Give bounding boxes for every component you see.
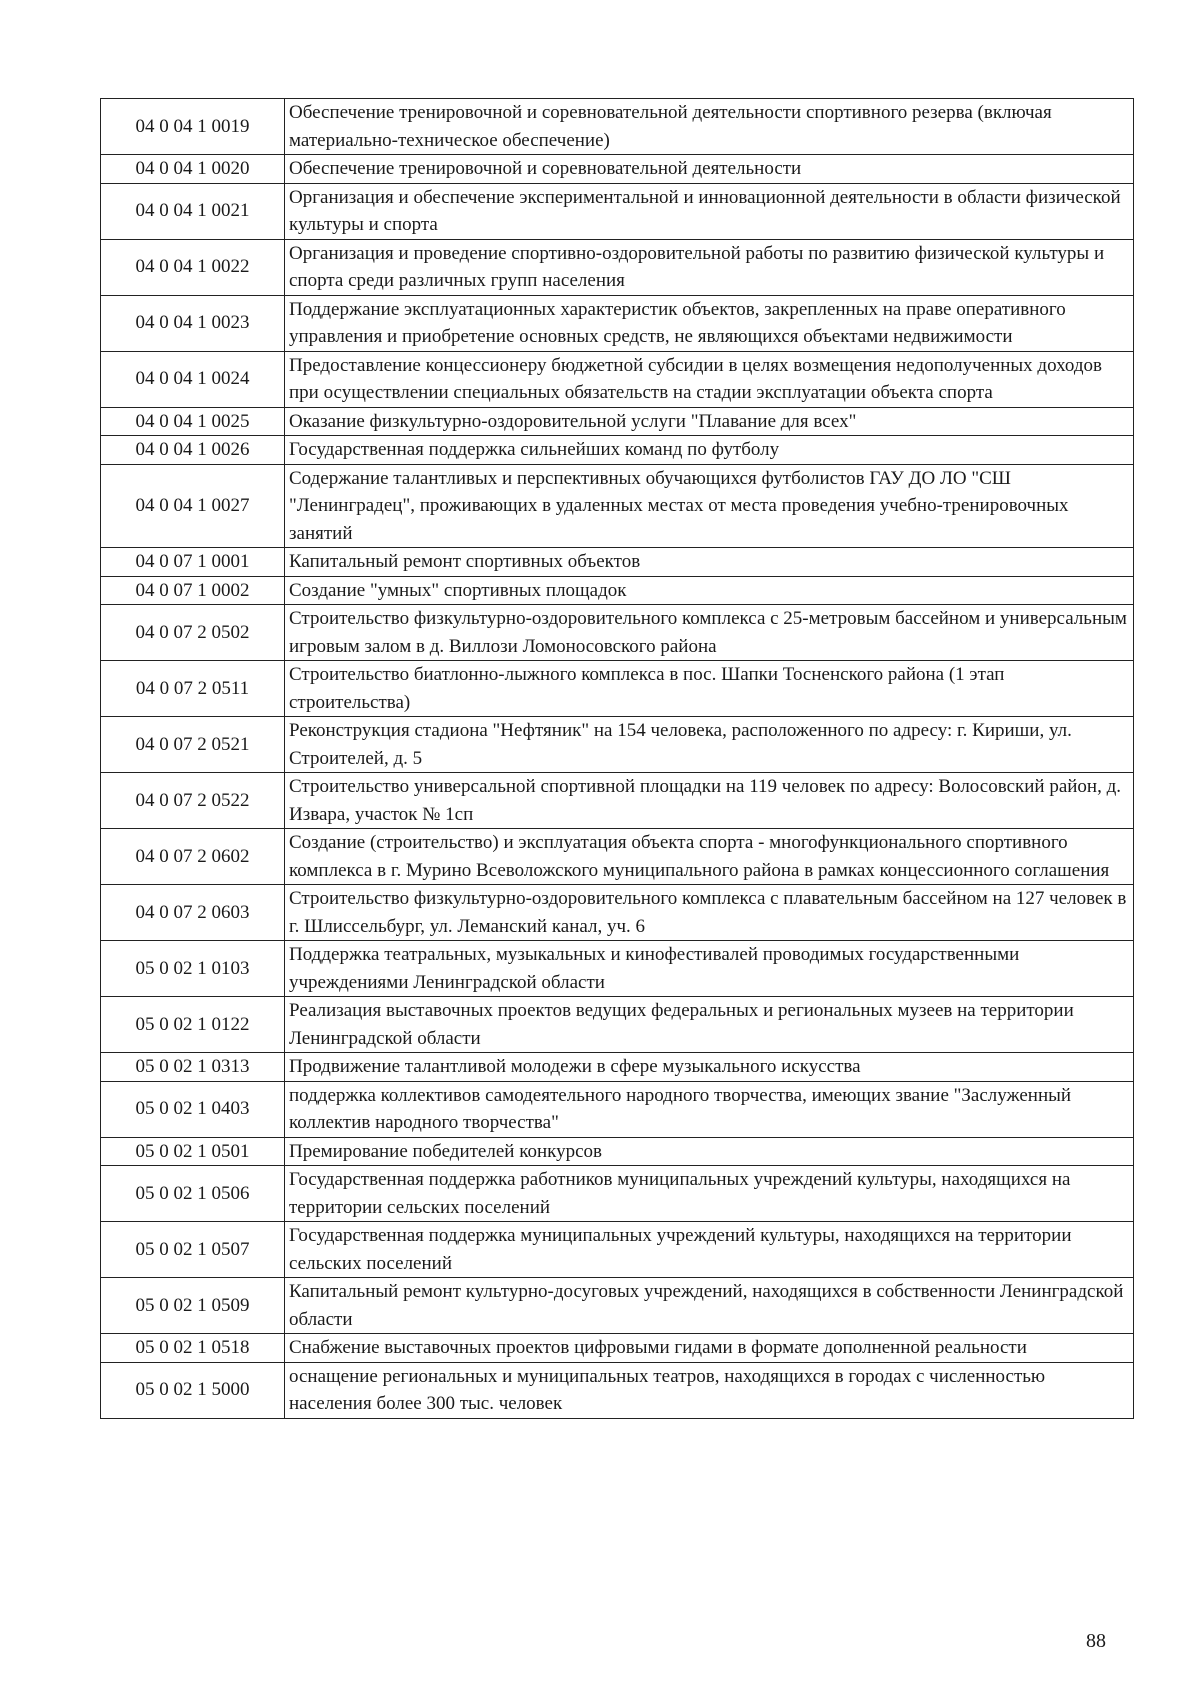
table-row: [101, 464, 1134, 548]
description-cell: Содержание талантливых и перспективных обучающихся футболистов ГАУ ДО ЛО "СШ "Ленинградец", проживающих в удаленных местах от места проведения учебно-тренировочных занятий: [285, 464, 1134, 548]
code-cell: 05 0 02 1 0403: [101, 1081, 285, 1137]
description-cell: Оказание физкультурно-оздоровительной услуги "Плавание для всех": [285, 407, 1134, 436]
code-cell: 05 0 02 1 0507: [101, 1222, 285, 1278]
description-cell: Поддержание эксплуатационных характеристик объектов, закрепленных на праве оперативного управления и приобретение основных средств, не являющихся объектами недвижимости: [285, 295, 1134, 351]
table-row: [101, 885, 1134, 941]
table-row: [101, 1362, 1134, 1418]
table-row: [101, 1334, 1134, 1363]
code-cell: 05 0 02 1 0103: [101, 941, 285, 997]
table-row: [101, 1053, 1134, 1082]
table-row: [101, 773, 1134, 829]
code-cell: 04 0 04 1 0023: [101, 295, 285, 351]
description-cell: Премирование победителей конкурсов: [285, 1137, 1134, 1166]
table-row: [101, 155, 1134, 184]
code-cell: 04 0 04 1 0025: [101, 407, 285, 436]
code-cell: 04 0 07 2 0521: [101, 717, 285, 773]
description-cell: Строительство физкультурно-оздоровительного комплекса с 25-метровым бассейном и универсальным игровым залом в д. Виллози Ломоносовского района: [285, 605, 1134, 661]
description-cell: поддержка коллективов самодеятельного народного творчества, имеющих звание "Заслуженный коллектив народного творчества": [285, 1081, 1134, 1137]
code-cell: 04 0 07 2 0603: [101, 885, 285, 941]
table-row: [101, 997, 1134, 1053]
description-cell: Капитальный ремонт культурно-досуговых учреждений, находящихся в собственности Ленинградской области: [285, 1278, 1134, 1334]
table-row: [101, 548, 1134, 577]
table-row: [101, 295, 1134, 351]
code-cell: 05 0 02 1 0506: [101, 1166, 285, 1222]
description-cell: Капитальный ремонт спортивных объектов: [285, 548, 1134, 577]
code-cell: 05 0 02 1 0313: [101, 1053, 285, 1082]
page-number: 88: [1086, 1630, 1106, 1652]
code-cell: 04 0 07 1 0001: [101, 548, 285, 577]
table-row: [101, 605, 1134, 661]
description-cell: Предоставление концессионеру бюджетной субсидии в целях возмещения недополученных доходов при осуществлении специальных обязательств на стадии эксплуатации объекта спорта: [285, 351, 1134, 407]
code-cell: 04 0 07 1 0002: [101, 576, 285, 605]
code-cell: 04 0 04 1 0019: [101, 99, 285, 155]
table-row: [101, 436, 1134, 465]
code-cell: 04 0 04 1 0022: [101, 239, 285, 295]
description-cell: Реализация выставочных проектов ведущих федеральных и региональных музеев на территории Ленинградской области: [285, 997, 1134, 1053]
description-cell: Строительство биатлонно-лыжного комплекса в пос. Шапки Тосненского района (1 этап строительства): [285, 661, 1134, 717]
description-cell: Реконструкция стадиона "Нефтяник" на 154 человека, расположенного по адресу: г. Кириши, ул. Строителей, д. 5: [285, 717, 1134, 773]
budget-code-table: [100, 98, 1134, 1419]
table-row: [101, 661, 1134, 717]
code-cell: 05 0 02 1 0501: [101, 1137, 285, 1166]
code-cell: 04 0 07 2 0511: [101, 661, 285, 717]
code-cell: 04 0 07 2 0602: [101, 829, 285, 885]
table-row: [101, 407, 1134, 436]
table-row: [101, 829, 1134, 885]
description-cell: Снабжение выставочных проектов цифровыми гидами в формате дополненной реальности: [285, 1334, 1134, 1363]
description-cell: Поддержка театральных, музыкальных и кинофестивалей проводимых государственными учреждениями Ленинградской области: [285, 941, 1134, 997]
table-row: [101, 239, 1134, 295]
table-row: [101, 99, 1134, 155]
description-cell: Государственная поддержка работников муниципальных учреждений культуры, находящихся на территории сельских поселений: [285, 1166, 1134, 1222]
table-row: [101, 1278, 1134, 1334]
code-cell: 05 0 02 1 0509: [101, 1278, 285, 1334]
code-cell: 04 0 04 1 0024: [101, 351, 285, 407]
table-body: [101, 99, 1134, 1419]
table-row: [101, 1137, 1134, 1166]
code-cell: 05 0 02 1 0122: [101, 997, 285, 1053]
code-cell: 04 0 04 1 0020: [101, 155, 285, 184]
description-cell: Строительство универсальной спортивной площадки на 119 человек по адресу: Волосовский район, д. Извара, участок № 1сп: [285, 773, 1134, 829]
description-cell: Создание (строительство) и эксплуатация объекта спорта - многофункционального спортивного комплекса в г. Мурино Всеволожского муниципального района в рамках концессионного соглашения: [285, 829, 1134, 885]
table-row: [101, 576, 1134, 605]
table-row: [101, 1081, 1134, 1137]
table-row: [101, 941, 1134, 997]
code-cell: 05 0 02 1 0518: [101, 1334, 285, 1363]
description-cell: Организация и обеспечение экспериментальной и инновационной деятельности в области физической культуры и спорта: [285, 183, 1134, 239]
table-row: [101, 183, 1134, 239]
code-cell: 04 0 07 2 0522: [101, 773, 285, 829]
code-cell: 04 0 07 2 0502: [101, 605, 285, 661]
description-cell: Создание "умных" спортивных площадок: [285, 576, 1134, 605]
table-row: [101, 717, 1134, 773]
code-cell: 04 0 04 1 0021: [101, 183, 285, 239]
description-cell: Обеспечение тренировочной и соревновательной деятельности: [285, 155, 1134, 184]
code-cell: 05 0 02 1 5000: [101, 1362, 285, 1418]
description-cell: Обеспечение тренировочной и соревновательной деятельности спортивного резерва (включая материально-техническое обеспечение): [285, 99, 1134, 155]
code-cell: 04 0 04 1 0026: [101, 436, 285, 465]
description-cell: Государственная поддержка муниципальных учреждений культуры, находящихся на территории сельских поселений: [285, 1222, 1134, 1278]
table-row: [101, 1222, 1134, 1278]
table-row: [101, 351, 1134, 407]
code-cell: 04 0 04 1 0027: [101, 464, 285, 548]
description-cell: оснащение региональных и муниципальных театров, находящихся в городах с численностью населения более 300 тыс. человек: [285, 1362, 1134, 1418]
description-cell: Государственная поддержка сильнейших команд по футболу: [285, 436, 1134, 465]
table-row: [101, 1166, 1134, 1222]
description-cell: Организация и проведение спортивно-оздоровительной работы по развитию физической культуры и спорта среди различных групп населения: [285, 239, 1134, 295]
description-cell: Строительство физкультурно-оздоровительного комплекса с плавательным бассейном на 127 человек в г. Шлиссельбург, ул. Леманский канал, уч. 6: [285, 885, 1134, 941]
description-cell: Продвижение талантливой молодежи в сфере музыкального искусства: [285, 1053, 1134, 1082]
